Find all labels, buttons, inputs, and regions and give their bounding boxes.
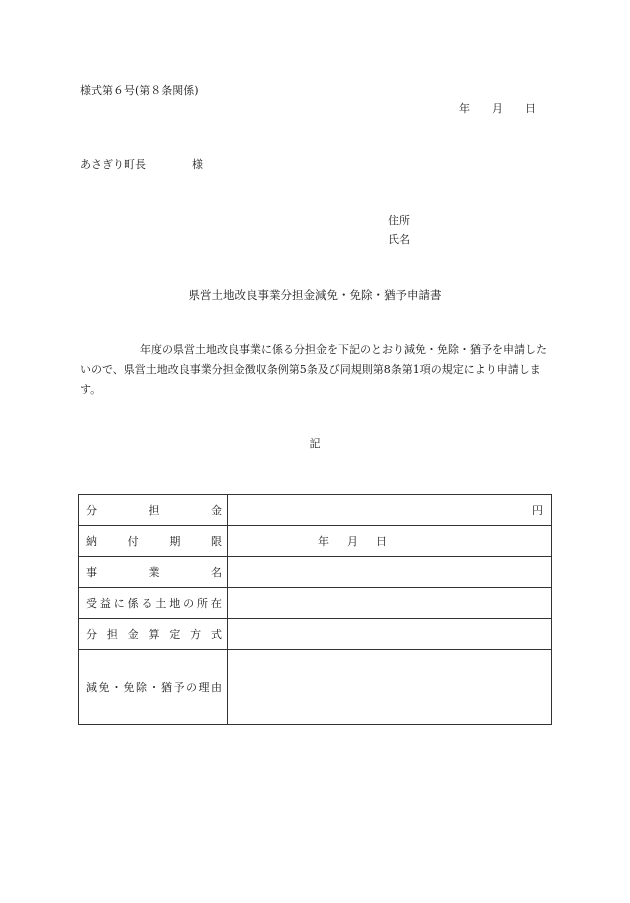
label-char: 減 xyxy=(86,681,97,694)
row-label-burden xyxy=(79,495,228,526)
row-value-reason[interactable] xyxy=(228,650,552,725)
label-char: 免 xyxy=(123,681,135,694)
row-value-deadline[interactable] xyxy=(228,526,552,557)
label-char: 除 xyxy=(136,681,147,694)
label-char: 担 xyxy=(148,504,160,517)
yen-unit: 円 xyxy=(532,504,543,517)
form-number: 様式第６号(第８条関係) xyxy=(80,84,199,97)
label-char: の xyxy=(186,681,197,694)
body-paragraph xyxy=(80,340,552,400)
label-char: 金 xyxy=(211,504,222,517)
label-char: に xyxy=(113,597,125,610)
table-row-deadline xyxy=(79,526,552,557)
label-char: 予 xyxy=(173,681,185,694)
date-month: 月 xyxy=(492,102,503,115)
deadline-day: 日 xyxy=(376,535,387,548)
application-table xyxy=(78,494,552,725)
row-label-location xyxy=(79,588,228,619)
label-char: の xyxy=(183,597,195,610)
row-label-text xyxy=(86,626,222,642)
label-char: 業 xyxy=(148,566,160,579)
label-char: 係 xyxy=(127,597,139,610)
table-row-method xyxy=(79,619,552,650)
row-label-project xyxy=(79,557,228,588)
row-value-burden[interactable] xyxy=(228,495,552,526)
row-label-deadline xyxy=(79,526,228,557)
row-label-text xyxy=(86,502,222,518)
label-char: 分 xyxy=(86,504,97,517)
label-char: 在 xyxy=(210,597,222,610)
label-char: 免 xyxy=(98,681,110,694)
addressee xyxy=(80,156,203,172)
label-char: 担 xyxy=(106,628,118,641)
row-value-project[interactable] xyxy=(228,557,552,588)
deadline-month: 月 xyxy=(347,535,358,548)
table-row-project xyxy=(79,557,552,588)
document-title: 県営土地改良事業分担金減免・免除・猶予申請書 xyxy=(188,288,442,302)
label-char: 納 xyxy=(86,535,97,548)
label-char: ・ xyxy=(148,681,160,694)
row-value-method[interactable] xyxy=(228,619,552,650)
table-row-reason xyxy=(79,650,552,725)
label-char: 受 xyxy=(86,597,97,610)
row-value-location[interactable] xyxy=(228,588,552,619)
label-char: 益 xyxy=(99,597,111,610)
deadline-year: 年 xyxy=(318,535,329,548)
body-paragraph-text: 年度の県営土地改良事業に係る分担金を下記のとおり減免・免除・猶予を申請したいので、県営土地改良事業分担金徴収条例第5条及び同規則第8条第1項の規定により申請します。 xyxy=(80,343,547,396)
applicant-name-label: 氏名 xyxy=(388,233,410,246)
label-char: 付 xyxy=(127,535,139,548)
label-char: 地 xyxy=(169,597,181,610)
label-char: 土 xyxy=(155,597,167,610)
row-label-text xyxy=(86,679,222,695)
applicant-block xyxy=(388,211,410,249)
label-char: ・ xyxy=(111,681,122,694)
label-char: 期 xyxy=(169,535,181,548)
applicant-address-label: 住所 xyxy=(388,214,410,227)
label-char: 理 xyxy=(198,681,210,694)
label-char: 所 xyxy=(197,597,208,610)
label-char: 定 xyxy=(169,628,181,641)
label-char: 限 xyxy=(210,535,222,548)
label-char: る xyxy=(141,597,153,610)
label-char: 方 xyxy=(190,628,202,641)
date-year: 年 xyxy=(459,102,470,115)
date-day: 日 xyxy=(525,102,536,115)
label-char: 金 xyxy=(127,628,139,641)
label-char: 由 xyxy=(211,681,222,694)
row-label-method xyxy=(79,619,228,650)
label-char: 名 xyxy=(211,566,222,579)
label-char: 式 xyxy=(210,628,222,641)
label-char: 猶 xyxy=(161,681,172,694)
date-line xyxy=(459,100,536,116)
addressee-honorific: 様 xyxy=(192,158,203,171)
table-row-location xyxy=(79,588,552,619)
row-label-reason xyxy=(79,650,228,725)
label-char: 事 xyxy=(86,566,97,579)
row-label-text xyxy=(86,533,222,549)
label-char: 分 xyxy=(86,628,97,641)
table-row-burden xyxy=(79,495,552,526)
ki-marker: 記 xyxy=(309,437,321,450)
label-char: 算 xyxy=(148,628,160,641)
row-label-text xyxy=(86,564,222,580)
addressee-name: あさぎり町長 xyxy=(80,158,146,171)
row-label-text xyxy=(86,595,222,611)
